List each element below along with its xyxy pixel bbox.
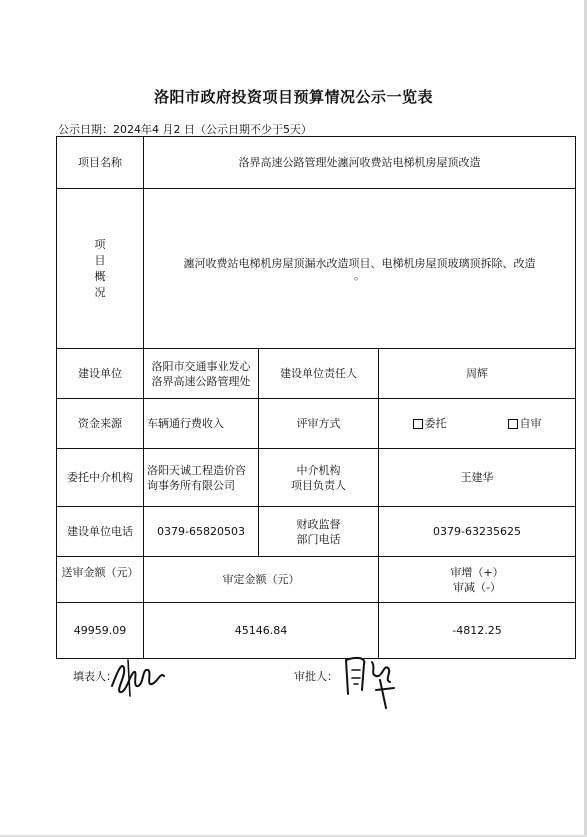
- approver-signature-icon: [340, 650, 402, 712]
- agency-value-line1: 洛阳天诚工程造价咨: [147, 463, 246, 477]
- review-option-entrust-label: 委托: [424, 417, 447, 430]
- finance-phone-value: 0379-63235625: [379, 507, 576, 557]
- fund-source-value: 车辆通行费收入: [144, 399, 259, 449]
- row-phone: [57, 507, 576, 557]
- finance-phone-label-cell: [259, 507, 379, 557]
- filler-label: 填表人：: [73, 670, 117, 683]
- agency-leader-label-cell: [259, 449, 379, 507]
- checkbox-icon: [508, 419, 518, 429]
- change-label-line2: 审减（-）: [453, 580, 501, 594]
- review-option-self[interactable]: [508, 416, 542, 431]
- checkbox-icon: [413, 419, 423, 429]
- review-method-options: [379, 399, 576, 449]
- fund-source-label: 资金来源: [57, 399, 144, 449]
- review-option-entrust[interactable]: [413, 416, 447, 431]
- review-method-label: 评审方式: [259, 399, 379, 449]
- review-option-self-label: 自审: [519, 417, 542, 430]
- row-agency: [57, 449, 576, 507]
- builder-value-line1: 洛阳市交通事业发心: [151, 359, 251, 373]
- approver-label: 审批人：: [294, 670, 338, 683]
- agency-value-cell: [144, 449, 259, 507]
- agency-leader-label-line1: 中介机构: [296, 463, 341, 477]
- overview-value-cell: [144, 189, 576, 349]
- builder-label: 建设单位: [57, 349, 144, 399]
- builder-phone-value: 0379-65820503: [144, 507, 259, 557]
- overview-label-cell: [57, 189, 144, 349]
- finance-phone-label-line2: 部门电话: [296, 532, 341, 546]
- overview-label: 项目概况: [94, 237, 106, 299]
- row-project-name: [57, 137, 576, 189]
- document-title: 洛阳市政府投资项目预算情况公示一览表: [153, 88, 433, 106]
- filler-signature-icon: [108, 650, 168, 700]
- builder-phone-label: 建设单位电话: [57, 507, 144, 557]
- change-label-cell: [379, 557, 576, 603]
- finance-phone-label-line1: 财政监督: [296, 517, 341, 531]
- project-name-label: 项目名称: [57, 137, 144, 189]
- row-overview: [57, 189, 576, 349]
- builder-value-line2: 洛界高速公路管理处: [151, 374, 251, 388]
- overview-value: 瀍河收费站电梯机房屋顶漏水改造项目、电梯机房屋顶玻璃顶拆除、改造: [183, 257, 536, 270]
- agency-leader-value: 王建华: [379, 449, 576, 507]
- approved-amount-value: 45146.84: [144, 603, 379, 659]
- builder-value-cell: [144, 349, 259, 399]
- row-fund-source: [57, 399, 576, 449]
- approved-amount-label: 审定金额（元）: [144, 557, 379, 603]
- builder-leader-label: 建设单位责任人: [259, 349, 379, 399]
- budget-table: [56, 136, 576, 659]
- row-builder: [57, 349, 576, 399]
- change-value: -4812.25: [379, 603, 576, 659]
- agency-label: 委托中介机构: [57, 449, 144, 507]
- submitted-amount-value: 49959.09: [57, 603, 144, 659]
- overview-tail: 。: [354, 269, 365, 282]
- builder-leader-value: 周辉: [379, 349, 576, 399]
- project-name-value: 洛界高速公路管理处瀍河收费站电梯机房屋顶改造: [144, 137, 576, 189]
- publish-date-line: 公示日期：2024年4 月2 日（公示日期不少于5天）: [58, 123, 312, 136]
- agency-value-line2: 询事务所有限公司: [147, 478, 235, 492]
- agency-leader-label-line2: 项目负责人: [291, 478, 346, 492]
- row-amount-headers: [57, 557, 576, 603]
- submitted-amount-label: 送审金额（元）: [57, 557, 144, 603]
- change-label-line1: 审增（+）: [450, 565, 504, 579]
